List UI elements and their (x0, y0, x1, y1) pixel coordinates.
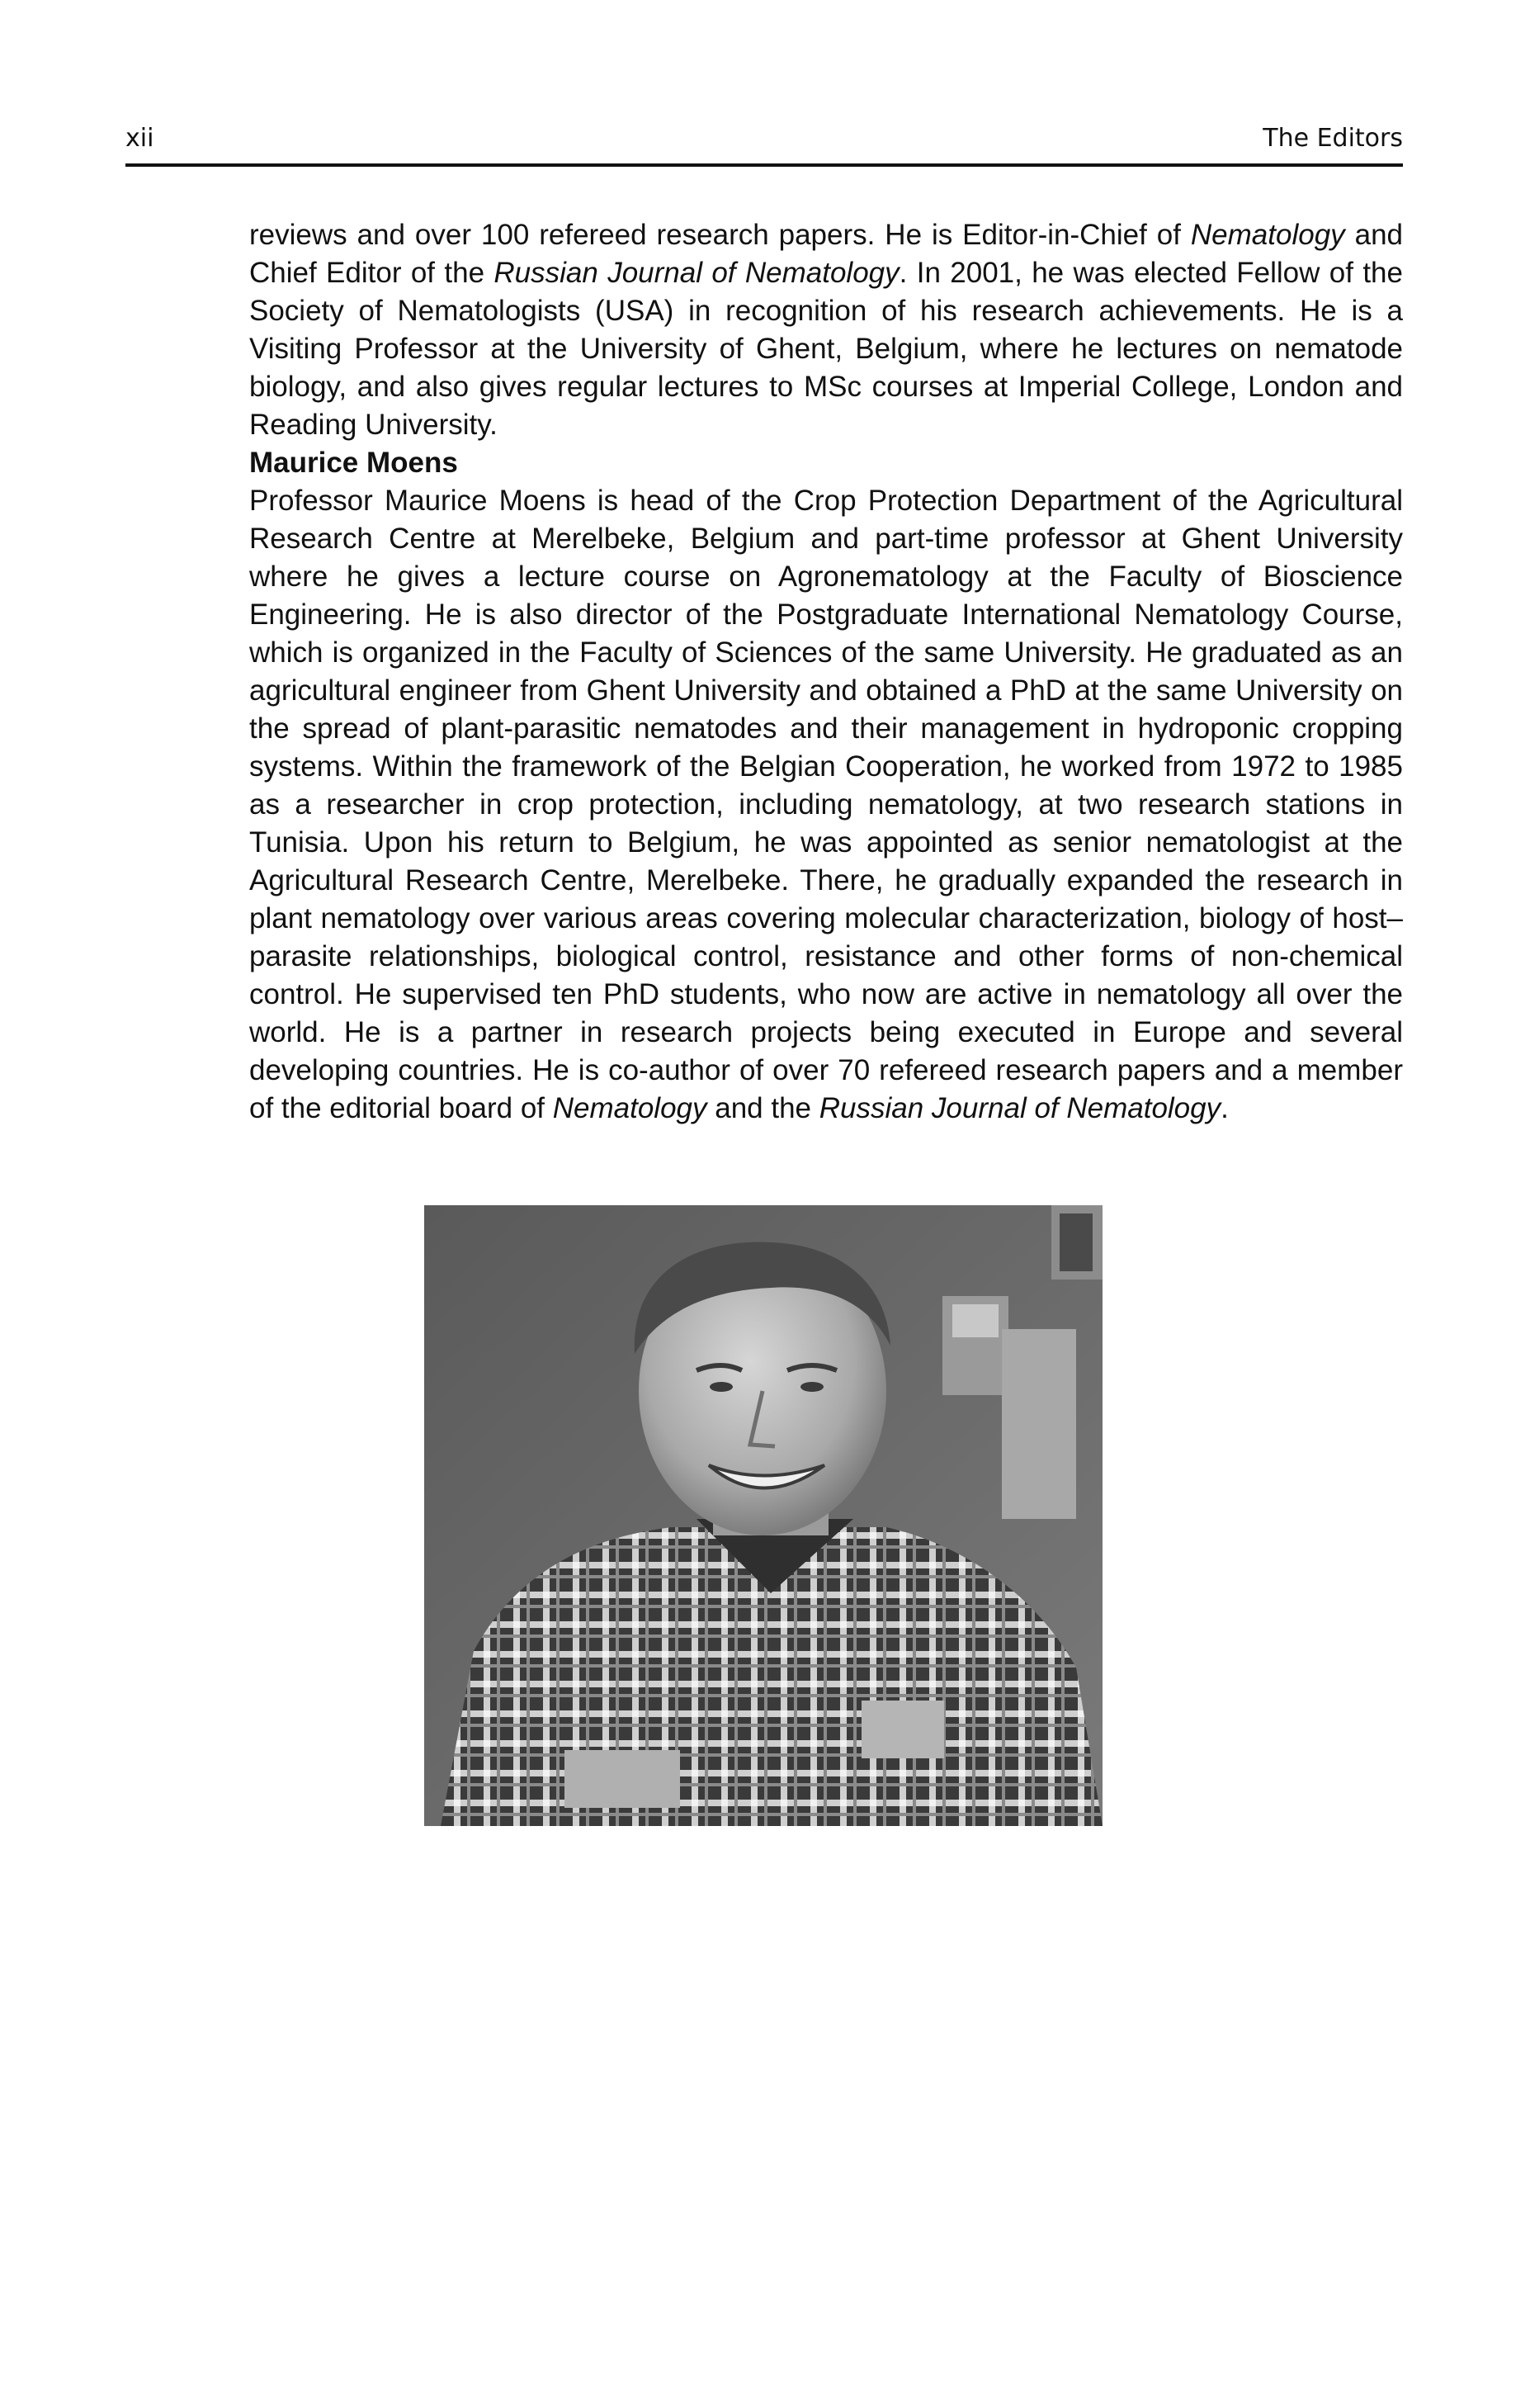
text-segment: . (1221, 1092, 1229, 1124)
continuation-paragraph (249, 216, 1403, 444)
text-segment: and the (706, 1092, 819, 1124)
page-header (125, 124, 1403, 162)
running-title: The Editors (1263, 124, 1403, 153)
page-number: xii (125, 124, 154, 153)
text-segment: reviews and over 100 refereed research papers. He is Editor-in-Chief of (249, 219, 1191, 251)
text-segment: and Chief Editor of the (249, 219, 1403, 289)
portrait-photo (424, 1205, 1103, 1826)
text-segment: Professor Maurice Moens is head of the Crop Protection Department of the Agricultural Research Centre at Merelbeke, Belgium and part-time professor at Ghent University where he gives a lecture course on Agronematology at the Faculty of Bioscience Engineering. He is also director of the Postgraduate International Nematology Course, which is organized in the Faculty of Sciences of the same University. He graduated as an agricultural engineer from Ghent University and obtained a PhD at the same University on the spread of plant-parasitic nematodes and their management in hydroponic cropping systems. Within the framework of the Belgian Cooperation, he worked from 1972 to 1985 as a researcher in crop protection, including nematology, at two research stations in Tunisia. Upon his return to Belgium, he was appointed as senior nematologist at the Agricultural Research Centre, Merelbeke. There, he gradually expanded the research in plant nematology over various areas covering molecular characterization, biology of host–parasite relationships, biological control, resistance and other forms of non-chemical control. He supervised ten PhD students, who now are active in nematology all over the world. He is a partner in research projects being executed in Europe and several developing countries. He is co-author of over 70 refereed research papers and a member of the editorial board of (249, 485, 1403, 1124)
journal-title: Nematology (1190, 219, 1345, 251)
journal-title: Russian Journal of Nematology (493, 257, 900, 289)
text-segment: . In 2001, he was elected Fellow of the Society of Nematologists (USA) in recognition of his research achievements. He is a Visiting Professor at the University of Ghent, Belgium, where he lectures on nematode biology, and also gives regular lectures to MSc courses at Imperial College, London and Reading University. (249, 257, 1403, 441)
bio-heading: Maurice Moens (249, 447, 458, 479)
journal-title: Russian Journal of Nematology (819, 1092, 1221, 1124)
header-rule (125, 163, 1403, 167)
portrait-illustration (424, 1205, 1103, 1826)
bio-paragraph (249, 482, 1403, 1128)
journal-title: Nematology (552, 1092, 707, 1124)
main-content (249, 216, 1403, 1128)
